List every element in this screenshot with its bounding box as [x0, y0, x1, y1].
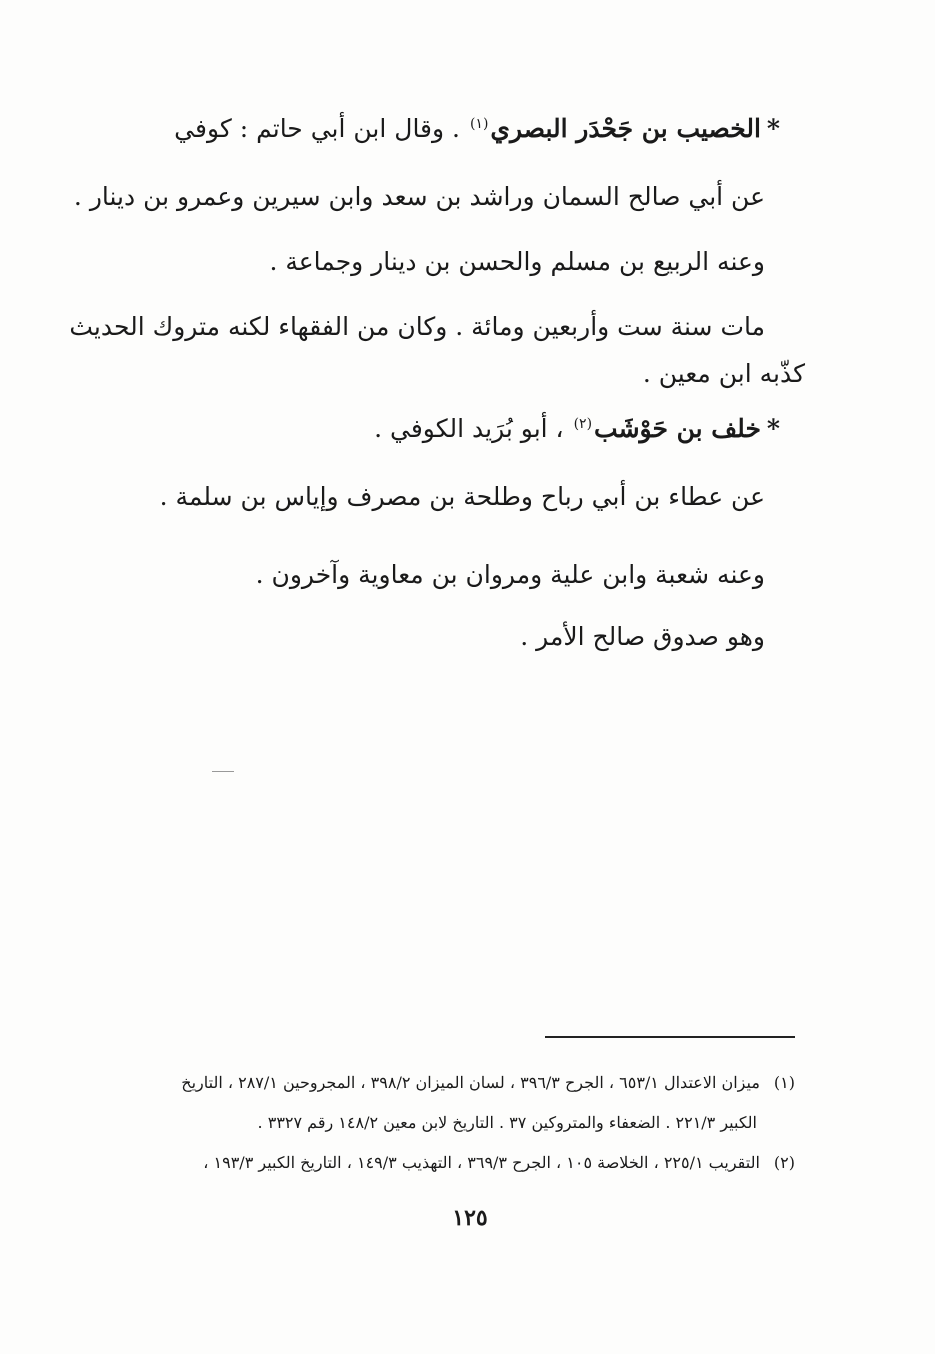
page-number: ١٢٥: [452, 1205, 488, 1231]
entry-rest: . وقال ابن أبي حاتم : كوفي: [174, 114, 460, 143]
footnote-number: (١): [773, 1073, 795, 1092]
entry-line: عن أبي صالح السمان وراشد بن سعد وابن سيرين وعمرو بن دينار .: [73, 182, 765, 211]
footnote-text: التقريب ٢٢٥/١ ، الخلاصة ١٠٥ ، الجرح ٣٦٩/٣ ، التهذيب ١٤٩/٣ ، التاريخ الكبير ١٩٣/٣ ،: [203, 1153, 760, 1172]
entry-line: مات سنة ست وأربعين ومائة . وكان من الفقهاء لكنه متروك الحديث: [69, 312, 765, 341]
footnote: [130, 1072, 795, 1094]
footnote-ref: (١): [469, 115, 489, 132]
bullet: *: [766, 114, 780, 143]
entry-line: وعنه الربيع بن مسلم والحسن بن دينار وجماعة .: [269, 247, 765, 276]
scan-mark: [212, 771, 234, 772]
footnote-continuation: الكبير ٢٢١/٣ . الضعفاء والمتروكين ٣٧ . التاريخ لابن معين ١٤٨/٢ رقم ٣٣٢٧ .: [257, 1113, 757, 1132]
bullet: *: [766, 414, 780, 443]
entry-rest: ، أبو بُرَيد الكوفي .: [374, 414, 564, 443]
entry-line: كذّبه ابن معين .: [642, 359, 805, 388]
entry-name: خلف بن حَوْشَب: [594, 414, 761, 443]
footnote-divider: [545, 1036, 795, 1038]
entry-name: الخصيب بن جَحْدَر البصري: [490, 114, 761, 143]
entry-line: وهو صدوق صالح الأمر .: [520, 622, 765, 651]
footnote: [130, 1152, 795, 1174]
entry-line: وعنه شعبة وابن علية ومروان بن معاوية وآخرون .: [255, 560, 765, 589]
entry-heading: [160, 412, 780, 446]
footnote-number: (٢): [773, 1153, 795, 1172]
footnote-ref: (٢): [573, 415, 593, 432]
entry-line: عن عطاء بن أبي رباح وطلحة بن مصرف وإياس بن سلمة .: [159, 482, 765, 511]
entry-heading: [160, 112, 780, 146]
footnote-text: ميزان الاعتدال ٦٥٣/١ ، الجرح ٣٩٦/٣ ، لسان الميزان ٣٩٨/٢ ، المجروحين ٢٨٧/١ ، التاريخ: [181, 1073, 760, 1092]
